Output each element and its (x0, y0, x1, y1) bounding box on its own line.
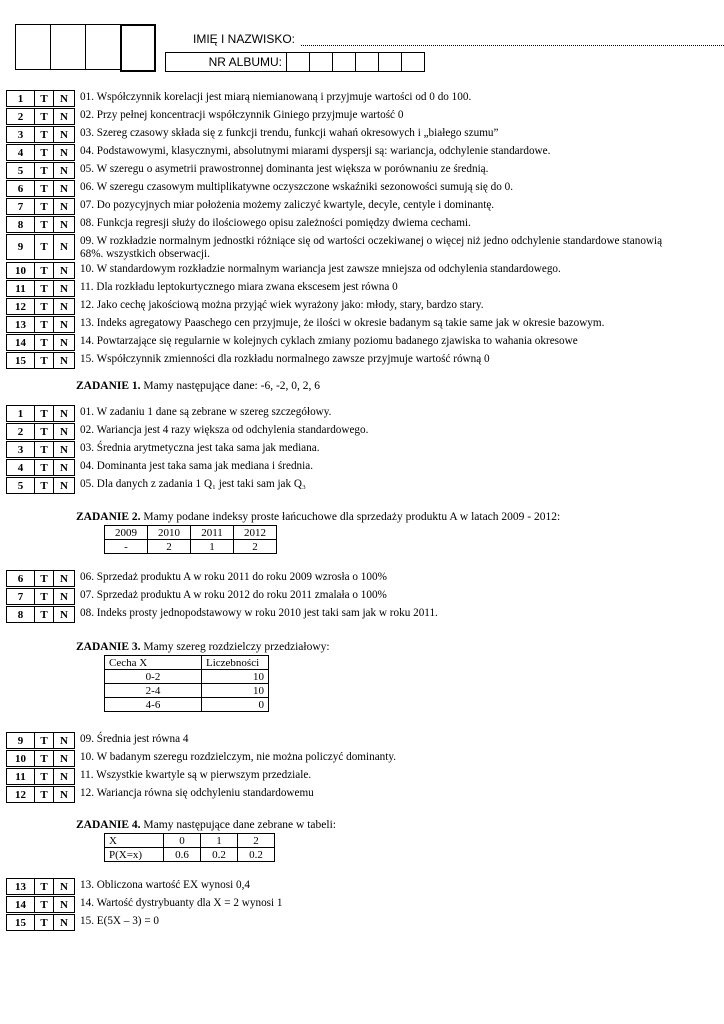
question-row (6, 316, 75, 333)
question-text: 07. Do pozycyjnych miar położenia możemy zaliczyć kwartyle, decyle, centyle i dominantę. (80, 199, 495, 211)
task-4-label: ZADANIE 4. (76, 819, 141, 831)
class-cell: 0-2 (105, 670, 202, 684)
true-option[interactable]: T (35, 589, 54, 604)
question-number: 15 (7, 915, 35, 930)
x-value: 2 (238, 834, 275, 848)
question-text: 13. Indeks agregatowy Paaschego cen przyjmuje, że ilości w okresie badanym są takie same jak w okresie bazowym. (80, 317, 605, 329)
question-number: 4 (7, 145, 35, 160)
answer-box (6, 459, 75, 476)
year-cell: 2012 (234, 526, 277, 540)
question-text: 13. Obliczona wartość EX wynosi 0,4 (80, 879, 250, 891)
question-row (6, 108, 75, 125)
question-number: 14 (7, 335, 35, 350)
question-number: 3 (7, 127, 35, 142)
count-cell: 10 (202, 670, 269, 684)
answer-box (6, 914, 75, 931)
question-text: 05. W szeregu o asymetrii prawostronnej dominanta jest większa w porównaniu ze średnią. (80, 163, 489, 175)
question-row (6, 423, 75, 440)
false-option[interactable]: N (60, 425, 68, 438)
task-4-text: Mamy następujące dane zebrane w tabeli: (140, 819, 336, 831)
answer-box (6, 606, 75, 623)
answer-box (6, 262, 75, 279)
header-cell: Cecha X (105, 656, 202, 670)
true-option[interactable]: T (35, 769, 54, 784)
question-text: 08. Indeks prosty jednopodstawowy w roku 2010 jest taki sam jak w roku 2011. (80, 607, 438, 619)
question-row (6, 234, 75, 260)
question-number: 15 (7, 353, 35, 368)
answer-box (6, 750, 75, 767)
answer-box (6, 588, 75, 605)
question-text: 12. Wariancja równa się odchyleniu standardowemu (80, 787, 314, 799)
question-row (6, 280, 75, 297)
true-option[interactable]: T (35, 163, 54, 178)
question-row (6, 126, 75, 143)
true-option[interactable]: T (35, 424, 54, 439)
question-row (6, 405, 75, 422)
question-text: 01. W zadaniu 1 dane są zebrane w szereg szczegółowy. (80, 406, 332, 418)
name-label: IMIĘ I NAZWISKO: (192, 32, 295, 46)
question-number: 1 (7, 406, 35, 421)
question-row (6, 298, 75, 315)
true-option[interactable]: T (35, 571, 54, 586)
true-option[interactable]: T (35, 127, 54, 142)
true-option[interactable]: T (35, 317, 54, 332)
true-option[interactable]: T (35, 478, 54, 493)
false-option[interactable]: N (60, 770, 68, 783)
false-option[interactable]: N (60, 354, 68, 367)
question-number: 2 (7, 424, 35, 439)
answer-box (6, 878, 75, 895)
task-1-label: ZADANIE 1. (76, 380, 141, 392)
false-option[interactable]: N (60, 788, 68, 801)
answer-box (6, 144, 75, 161)
question-row (6, 352, 75, 369)
p-value: 0.6 (164, 848, 201, 862)
false-option[interactable]: N (60, 461, 68, 474)
question-number: 7 (7, 199, 35, 214)
name-field[interactable] (301, 33, 724, 46)
question-text: 02. Przy pełnej koncentracji współczynnik Giniego przyjmuje wartość 0 (80, 109, 404, 121)
false-option[interactable]: N (60, 241, 68, 253)
question-number: 3 (7, 442, 35, 457)
true-option[interactable]: T (35, 281, 54, 296)
false-option[interactable]: N (60, 880, 68, 893)
answer-box (6, 732, 75, 749)
true-option[interactable]: T (35, 915, 54, 930)
task-3-text: Mamy szereg rozdzielczy przedziałowy: (140, 641, 330, 653)
name-row (165, 28, 724, 50)
album-cell[interactable] (310, 52, 333, 72)
question-number: 5 (7, 478, 35, 493)
class-cell: 4-6 (105, 698, 202, 712)
question-text: 03. Szereg czasowy składa się z funkcji trendu, funkcji wahań okresowych i „białego szumu” (80, 127, 499, 139)
answer-box (6, 234, 75, 260)
answer-box (6, 198, 75, 215)
year-cell: 2010 (148, 526, 191, 540)
true-option[interactable]: T (35, 217, 54, 232)
true-option[interactable]: T (35, 181, 54, 196)
false-option[interactable]: N (60, 443, 68, 456)
true-option[interactable]: T (35, 897, 54, 912)
question-row (6, 896, 75, 913)
true-option[interactable]: T (35, 353, 54, 368)
question-text: 02. Wariancja jest 4 razy większa od odchylenia standardowego. (80, 424, 369, 436)
question-text: 14. Powtarzające się regularnie w kolejnych cyklach zmiany poziomu badanego zjawiska to wahania okresowe (80, 335, 578, 347)
true-option[interactable]: T (35, 235, 54, 259)
false-option[interactable]: N (60, 218, 68, 231)
album-cell[interactable] (356, 52, 379, 72)
question-number: 12 (7, 299, 35, 314)
true-option[interactable]: T (35, 109, 54, 124)
false-option[interactable]: N (60, 916, 68, 929)
question-row (6, 198, 75, 215)
question-number: 11 (7, 281, 35, 296)
question-number: 14 (7, 897, 35, 912)
p-value: 0.2 (238, 848, 275, 862)
question-number: 2 (7, 109, 35, 124)
false-option[interactable]: N (60, 318, 68, 331)
task-4 (76, 819, 336, 831)
answer-box (6, 162, 75, 179)
false-option[interactable]: N (60, 110, 68, 123)
question-number: 10 (7, 751, 35, 766)
answer-box (6, 477, 75, 494)
question-text: 10. W standardowym rozkładzie normalnym wariancja jest zawsze mniejsza od odchylenia standardowego. (80, 263, 561, 275)
task-2-text: Mamy podane indeksy proste łańcuchowe dla sprzedaży produktu A w latach 2009 - 2012: (140, 511, 561, 523)
false-option[interactable]: N (60, 608, 68, 621)
question-row (6, 914, 75, 931)
question-row (6, 588, 75, 605)
question-text: 09. W rozkładzie normalnym jednostki różniące się od wartości oczekiwanej o więcej niż jedno odchylenie standardowe stanowią 68%. wszystkich obserwacji. (80, 235, 663, 260)
student-id-boxes (16, 24, 156, 72)
task-4-table (104, 833, 275, 862)
task-2-label: ZADANIE 2. (76, 511, 141, 523)
task-3 (76, 641, 330, 653)
album-cell[interactable] (287, 52, 310, 72)
question-text: 15. Współczynnik zmienności dla rozkładu normalnego zawsze przyjmuje wartość równą 0 (80, 353, 490, 365)
album-cell[interactable] (379, 52, 402, 72)
question-number: 4 (7, 460, 35, 475)
answer-box (6, 405, 75, 422)
answer-box (6, 108, 75, 125)
year-cell: 2011 (191, 526, 234, 540)
question-number: 13 (7, 317, 35, 332)
header-cell: Liczebności (202, 656, 269, 670)
question-row (6, 262, 75, 279)
false-option[interactable]: N (60, 407, 68, 420)
task-1-text: Mamy następujące dane: -6, -2, 0, 2, 6 (140, 380, 321, 392)
question-row (6, 477, 75, 494)
count-cell: 10 (202, 684, 269, 698)
false-option[interactable]: N (60, 182, 68, 195)
question-number: 5 (7, 163, 35, 178)
index-cell: 2 (148, 540, 191, 554)
x-value: 1 (201, 834, 238, 848)
true-option[interactable]: T (35, 607, 54, 622)
question-number: 1 (7, 91, 35, 106)
question-row (6, 768, 75, 785)
false-option[interactable]: N (60, 336, 68, 349)
question-row (6, 732, 75, 749)
answer-box (6, 786, 75, 803)
true-option[interactable]: T (35, 145, 54, 160)
id-box[interactable] (120, 24, 156, 72)
album-row (165, 52, 425, 72)
question-text: 06. W szeregu czasowym multiplikatywne oczyszczone wskaźniki sezonowości sumują się do 0. (80, 181, 513, 193)
x-value: 0 (164, 834, 201, 848)
question-number: 10 (7, 263, 35, 278)
x-header: X (105, 834, 164, 848)
true-option[interactable]: T (35, 335, 54, 350)
question-row (6, 334, 75, 351)
question-text: 06. Sprzedaż produktu A w roku 2011 do roku 2009 wzrosła o 100% (80, 571, 387, 583)
false-option[interactable]: N (60, 734, 68, 747)
false-option[interactable]: N (60, 264, 68, 277)
question-number: 8 (7, 607, 35, 622)
question-number: 13 (7, 879, 35, 894)
true-option[interactable]: T (35, 199, 54, 214)
true-option[interactable]: T (35, 299, 54, 314)
question-text: 15. E(5X – 3) = 0 (80, 915, 160, 927)
answer-box (6, 180, 75, 197)
question-text: 11. Wszystkie kwartyle są w pierwszym przedziale. (80, 769, 312, 781)
false-option[interactable]: N (60, 164, 68, 177)
false-option[interactable]: N (60, 752, 68, 765)
album-cell[interactable] (333, 52, 356, 72)
task-2 (76, 511, 560, 523)
id-box[interactable] (85, 24, 121, 70)
question-text: 09. Średnia jest równa 4 (80, 733, 189, 745)
year-cell: 2009 (105, 526, 148, 540)
question-text: 10. W badanym szeregu rozdzielczym, nie można policzyć dominanty. (80, 751, 397, 763)
true-option[interactable]: T (35, 879, 54, 894)
question-row (6, 144, 75, 161)
false-option[interactable]: N (60, 300, 68, 313)
index-cell: 2 (234, 540, 277, 554)
question-text: 04. Podstawowymi, klasycznymi, absolutnymi miarami dyspersji są: wariancja, odchylenie standardowe. (80, 145, 551, 157)
true-option[interactable]: T (35, 406, 54, 421)
question-number: 6 (7, 181, 35, 196)
answer-box (6, 334, 75, 351)
true-option[interactable]: T (35, 751, 54, 766)
answer-box (6, 896, 75, 913)
answer-box (6, 298, 75, 315)
question-row (6, 459, 75, 476)
false-option[interactable]: N (60, 92, 68, 105)
task-2-table (104, 525, 277, 554)
true-option[interactable]: T (35, 263, 54, 278)
question-row (6, 162, 75, 179)
question-text: 03. Średnia arytmetyczna jest taka sama jak mediana. (80, 442, 320, 454)
index-cell: - (105, 540, 148, 554)
question-row (6, 878, 75, 895)
answer-box (6, 280, 75, 297)
task-3-table (104, 655, 269, 712)
question-number: 8 (7, 217, 35, 232)
answer-box (6, 441, 75, 458)
question-text: 12. Jako cechę jakościową można przyjąć wiek wyrażony jako: młody, stary, bardzo stary. (80, 299, 484, 311)
question-text: 07. Sprzedaż produktu A w roku 2012 do roku 2011 zmalała o 100% (80, 589, 387, 601)
album-cell[interactable] (402, 52, 425, 72)
true-option[interactable]: T (35, 442, 54, 457)
question-number: 12 (7, 787, 35, 802)
p-value: 0.2 (201, 848, 238, 862)
class-cell: 2-4 (105, 684, 202, 698)
task-3-label: ZADANIE 3. (76, 641, 141, 653)
true-option[interactable]: T (35, 787, 54, 802)
false-option[interactable]: N (60, 146, 68, 159)
question-row (6, 180, 75, 197)
id-box[interactable] (50, 24, 86, 70)
answer-box (6, 316, 75, 333)
false-option[interactable]: N (60, 200, 68, 213)
question-text: 01. Współczynnik korelacji jest miarą niemianowaną i przyjmuje wartości od 0 do 100. (80, 91, 472, 103)
false-option[interactable]: N (60, 128, 68, 141)
question-text: 14. Wartość dystrybuanty dla X = 2 wynosi 1 (80, 897, 283, 909)
task-1 (76, 380, 320, 392)
answer-box (6, 423, 75, 440)
question-row (6, 90, 75, 107)
question-text: 11. Dla rozkładu leptokurtycznego miara zwana ekscesem jest równa 0 (80, 281, 398, 293)
question-row (6, 570, 75, 587)
question-row (6, 786, 75, 803)
answer-box (6, 768, 75, 785)
question-number: 7 (7, 589, 35, 604)
false-option[interactable]: N (60, 590, 68, 603)
true-option[interactable]: T (35, 460, 54, 475)
answer-box (6, 126, 75, 143)
question-row (6, 441, 75, 458)
question-number: 11 (7, 769, 35, 784)
question-text: 08. Funkcja regresji służy do ilościowego opisu zależności pomiędzy dwiema cechami. (80, 217, 471, 229)
question-number: 6 (7, 571, 35, 586)
false-option[interactable]: N (60, 479, 68, 492)
question-row (6, 750, 75, 767)
answer-box (6, 90, 75, 107)
id-box[interactable] (15, 24, 51, 70)
question-text: 04. Dominanta jest taka sama jak mediana i średnia. (80, 460, 313, 472)
true-option[interactable]: T (35, 733, 54, 748)
count-cell: 0 (202, 698, 269, 712)
question-number: 9 (7, 235, 35, 259)
question-row (6, 606, 75, 623)
false-option[interactable]: N (60, 898, 68, 911)
index-cell: 1 (191, 540, 234, 554)
album-label: NR ALBUMU: (165, 52, 287, 72)
false-option[interactable]: N (60, 572, 68, 585)
false-option[interactable]: N (60, 282, 68, 295)
answer-box (6, 216, 75, 233)
p-header: P(X=x) (105, 848, 164, 862)
question-number: 9 (7, 733, 35, 748)
answer-box (6, 570, 75, 587)
question-row (6, 216, 75, 233)
answer-box (6, 352, 75, 369)
question-text: 05. Dla danych z zadania 1 Q₁ jest taki sam jak Q₃ (80, 478, 306, 490)
true-option[interactable]: T (35, 91, 54, 106)
